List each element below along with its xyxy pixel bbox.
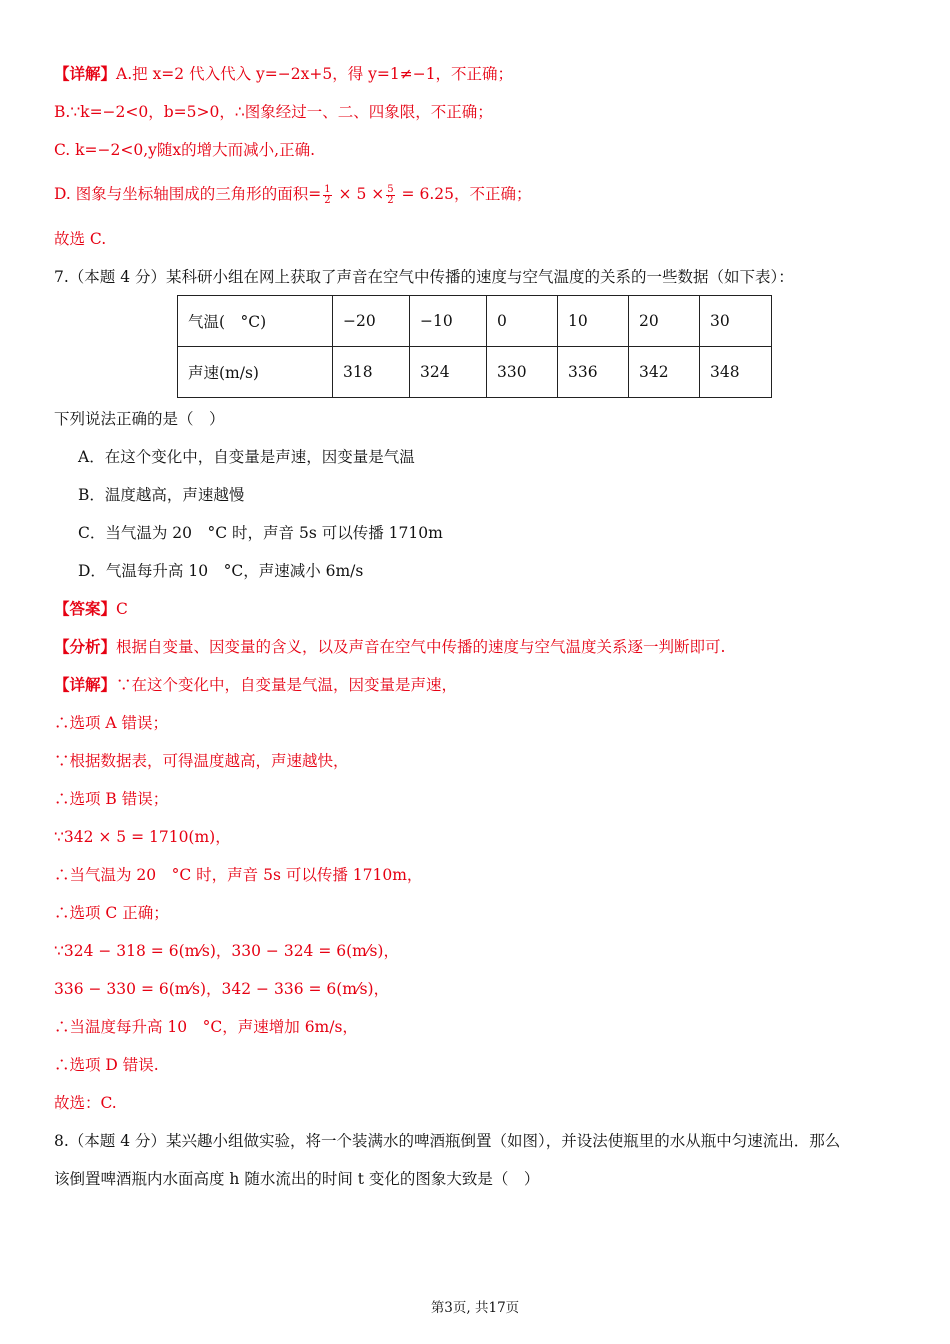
q6-detail-a-text: A.把 x=2 代入代入 y=−2x+5，得 y=1≠−1，不正确； [116,65,514,83]
table-row-speed [178,347,772,398]
table-cell: −20 [333,296,410,347]
q8-stem-line2: 该倒置啤酒瓶内水面高度 h 随水流出的时间 t 变化的图象大致是（ ） [54,1170,540,1188]
q7-detail-line: ∵根据数据表，可得温度越高，声速越快， [54,752,349,770]
fraction-five-halves [386,185,394,206]
detail-tag: 【详解】 [54,675,117,694]
q7-answer [54,599,128,619]
q7-detail-line: ∴选项 C 正确； [54,904,169,922]
fraction-one-half [323,185,331,206]
table-cell: 336 [558,347,629,398]
q6-detail-c: C. k=−2<0,y随x的增大而减小,正确. [54,141,316,159]
q7-detail-line: ∵342 × 5 = 1710(m)， [54,828,231,846]
q7-conclusion: 故选：C. [54,1094,117,1112]
table-header-speed: 声速(m/s) [178,347,333,398]
table-cell: 318 [333,347,410,398]
table-row-temperature [178,296,772,347]
table-header-temperature: 气温( °C) [178,296,333,347]
frac-den: 2 [387,194,394,206]
table-cell: 0 [487,296,558,347]
table-cell: 324 [410,347,487,398]
q7-analysis [54,637,725,657]
table-cell: −10 [410,296,487,347]
q7-option-d: D．气温每升高 10 °C，声速减小 6m/s [78,562,364,580]
q6-detail-d-prefix: D. 图象与坐标轴围成的三角形的面积= [54,185,322,203]
frac-num: 1 [324,183,331,195]
q6-detail-d-mid: × 5 × [338,185,385,203]
detail-tag: 【详解】 [54,64,117,83]
q6-conclusion: 故选 C. [54,230,107,248]
answer-value: C [116,600,128,618]
q6-detail-b: B.∵k=−2<0，b=5>0，∴图象经过一、二、四象限，不正确； [54,103,493,121]
answer-tag: 【答案】 [54,599,117,618]
page-footer: 第3页, 共17页 [430,1300,520,1316]
q6-detail-a [54,64,513,84]
q6-detail-d [54,184,531,206]
sound-speed-table [177,295,772,398]
q7-detail-line: ∵324 − 318 = 6(m⁄s)，330 − 324 = 6(m⁄s)， [54,942,399,960]
q8-stem-line1: 8.（本题 4 分）某兴趣小组做实验，将一个装满水的啤酒瓶倒置（如图），并设法使瓶里的水从瓶中匀速流出．那么 [54,1132,841,1150]
q7-question: 下列说法正确的是（ ） [54,410,225,428]
q7-detail-line [54,675,457,695]
table-cell: 342 [629,347,700,398]
table-cell: 20 [629,296,700,347]
table-cell: 10 [558,296,629,347]
q7-detail-line: ∴当气温为 20 °C 时，声音 5s 可以传播 1710m， [54,866,423,884]
q7-detail-line: ∴选项 A 错误； [54,714,169,732]
table-cell: 330 [487,347,558,398]
q7-option-a: A．在这个变化中，自变量是声速，因变量是气温 [78,448,415,466]
frac-num: 5 [387,183,394,195]
q7-option-c: C．当气温为 20 °C 时，声音 5s 可以传播 1710m [78,524,443,542]
table-cell: 30 [700,296,772,347]
analysis-tag: 【分析】 [54,637,117,656]
q6-detail-d-suffix: = 6.25，不正确； [401,185,532,203]
q7-detail-line: ∴选项 B 错误； [54,790,169,808]
q7-detail-line: ∴当温度每升高 10 °C，声速增加 6m/s， [54,1018,358,1036]
q7-detail-line: 336 − 330 = 6(m⁄s)，342 − 336 = 6(m⁄s)， [54,980,390,998]
q7-option-b: B．温度越高，声速越慢 [78,486,245,504]
frac-den: 2 [324,194,331,206]
table-cell: 348 [700,347,772,398]
analysis-text: 根据自变量、因变量的含义，以及声音在空气中传播的速度与空气温度关系逐一判断即可. [116,638,726,656]
detail-text: ∵在这个变化中，自变量是气温，因变量是声速， [116,676,458,694]
q7-detail-line: ∴选项 D 错误. [54,1056,159,1074]
q7-stem: 7.（本题 4 分）某科研小组在网上获取了声音在空气中传播的速度与空气温度的关系的一些数据（如下表）： [54,268,794,286]
